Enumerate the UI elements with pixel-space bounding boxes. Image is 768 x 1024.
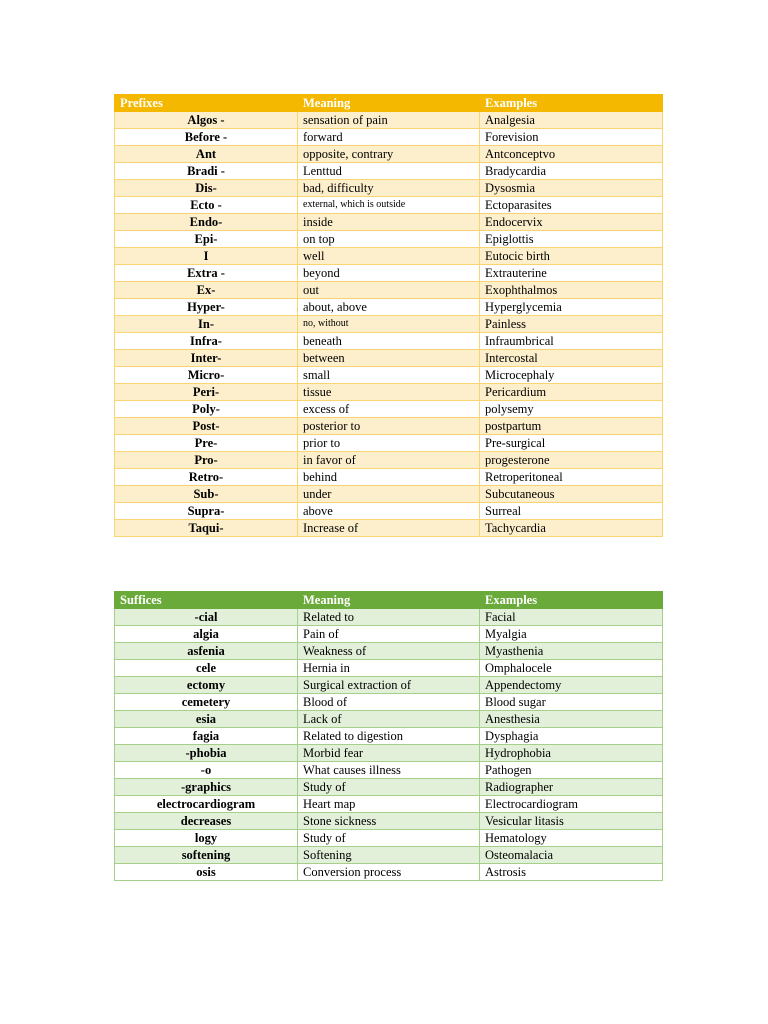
meaning-cell: Hernia in [298, 660, 480, 677]
meaning-column-header: Meaning [298, 95, 480, 112]
term-cell: fagia [115, 728, 298, 745]
table-row [115, 677, 663, 694]
meaning-cell: no, without [298, 316, 480, 333]
term-cell: softening [115, 847, 298, 864]
term-cell: esia [115, 711, 298, 728]
meaning-column-header: Meaning [298, 592, 480, 609]
meaning-cell: sensation of pain [298, 112, 480, 129]
example-cell: Myasthenia [480, 643, 663, 660]
example-cell: Antconceptvo [480, 146, 663, 163]
term-cell: Ex- [115, 282, 298, 299]
example-cell: Dysosmia [480, 180, 663, 197]
term-cell: Epi- [115, 231, 298, 248]
meaning-cell: Blood of [298, 694, 480, 711]
meaning-cell: Related to [298, 609, 480, 626]
term-cell: Endo- [115, 214, 298, 231]
example-cell: Omphalocele [480, 660, 663, 677]
term-cell: osis [115, 864, 298, 881]
term-cell: Before - [115, 129, 298, 146]
meaning-cell: inside [298, 214, 480, 231]
meaning-cell: Lenttud [298, 163, 480, 180]
table-row [115, 503, 663, 520]
table-row [115, 609, 663, 626]
table-row [115, 231, 663, 248]
table-row [115, 486, 663, 503]
meaning-cell: opposite, contrary [298, 146, 480, 163]
meaning-cell: prior to [298, 435, 480, 452]
example-cell: Extrauterine [480, 265, 663, 282]
meaning-cell: posterior to [298, 418, 480, 435]
term-cell: Retro- [115, 469, 298, 486]
example-cell: Pericardium [480, 384, 663, 401]
term-cell: cele [115, 660, 298, 677]
example-cell: Ectoparasites [480, 197, 663, 214]
meaning-cell: Surgical extraction of [298, 677, 480, 694]
term-cell: -phobia [115, 745, 298, 762]
table-row [115, 796, 663, 813]
example-cell: Osteomalacia [480, 847, 663, 864]
table-row [115, 367, 663, 384]
example-cell: Infraumbrical [480, 333, 663, 350]
example-cell: Analgesia [480, 112, 663, 129]
table-row [115, 643, 663, 660]
prefix-column-header: Prefixes [115, 95, 298, 112]
suffix-column-header: Suffices [115, 592, 298, 609]
example-cell: Myalgia [480, 626, 663, 643]
term-cell: algia [115, 626, 298, 643]
meaning-cell: Stone sickness [298, 813, 480, 830]
meaning-cell: well [298, 248, 480, 265]
meaning-cell: Weakness of [298, 643, 480, 660]
table-row [115, 745, 663, 762]
term-cell: asfenia [115, 643, 298, 660]
meaning-cell: Study of [298, 830, 480, 847]
term-cell: Infra- [115, 333, 298, 350]
table-row [115, 248, 663, 265]
term-cell: Algos - [115, 112, 298, 129]
term-cell: logy [115, 830, 298, 847]
example-cell: Exophthalmos [480, 282, 663, 299]
suffix-table [114, 591, 663, 881]
term-cell: Sub- [115, 486, 298, 503]
meaning-cell: beyond [298, 265, 480, 282]
meaning-cell: Study of [298, 779, 480, 796]
meaning-cell: beneath [298, 333, 480, 350]
term-cell: cemetery [115, 694, 298, 711]
table-row [115, 384, 663, 401]
table-row [115, 350, 663, 367]
example-cell: Astrosis [480, 864, 663, 881]
term-cell: Pre- [115, 435, 298, 452]
term-cell: Extra - [115, 265, 298, 282]
term-cell: I [115, 248, 298, 265]
table-row [115, 762, 663, 779]
meaning-cell: external, which is outside [298, 197, 480, 214]
meaning-cell: Heart map [298, 796, 480, 813]
prefix-table-body [115, 112, 663, 537]
examples-column-header: Examples [480, 95, 663, 112]
meaning-cell: in favor of [298, 452, 480, 469]
meaning-cell: above [298, 503, 480, 520]
term-cell: Dis- [115, 180, 298, 197]
meaning-cell: Related to digestion [298, 728, 480, 745]
meaning-cell: Increase of [298, 520, 480, 537]
example-cell: Blood sugar [480, 694, 663, 711]
term-cell: decreases [115, 813, 298, 830]
term-cell: Taqui- [115, 520, 298, 537]
table-row [115, 180, 663, 197]
example-cell: polysemy [480, 401, 663, 418]
table-row [115, 626, 663, 643]
table-row [115, 728, 663, 745]
table-row [115, 694, 663, 711]
term-cell: Poly- [115, 401, 298, 418]
example-cell: Hyperglycemia [480, 299, 663, 316]
example-cell: Electrocardiogram [480, 796, 663, 813]
example-cell: Intercostal [480, 350, 663, 367]
table-row [115, 435, 663, 452]
example-cell: Dysphagia [480, 728, 663, 745]
table-row [115, 864, 663, 881]
meaning-cell: out [298, 282, 480, 299]
table-row [115, 316, 663, 333]
meaning-cell: between [298, 350, 480, 367]
table-row [115, 282, 663, 299]
term-cell: electrocardiogram [115, 796, 298, 813]
example-cell: progesterone [480, 452, 663, 469]
term-cell: Hyper- [115, 299, 298, 316]
meaning-cell: bad, difficulty [298, 180, 480, 197]
term-cell: -o [115, 762, 298, 779]
table-row [115, 520, 663, 537]
example-cell: Pathogen [480, 762, 663, 779]
meaning-cell: Conversion process [298, 864, 480, 881]
meaning-cell: behind [298, 469, 480, 486]
term-cell: ectomy [115, 677, 298, 694]
example-cell: Radiographer [480, 779, 663, 796]
example-cell: Microcephaly [480, 367, 663, 384]
term-cell: Ecto - [115, 197, 298, 214]
term-cell: Bradi - [115, 163, 298, 180]
term-cell: Supra- [115, 503, 298, 520]
example-cell: Painless [480, 316, 663, 333]
table-row [115, 469, 663, 486]
example-cell: Pre-surgical [480, 435, 663, 452]
table-row [115, 660, 663, 677]
example-cell: Vesicular litasis [480, 813, 663, 830]
table-row [115, 401, 663, 418]
example-cell: Anesthesia [480, 711, 663, 728]
example-cell: Tachycardia [480, 520, 663, 537]
example-cell: Endocervix [480, 214, 663, 231]
meaning-cell: Lack of [298, 711, 480, 728]
term-cell: Post- [115, 418, 298, 435]
table-row [115, 813, 663, 830]
meaning-cell: Morbid fear [298, 745, 480, 762]
term-cell: -graphics [115, 779, 298, 796]
example-cell: Bradycardia [480, 163, 663, 180]
meaning-cell: about, above [298, 299, 480, 316]
example-cell: Hematology [480, 830, 663, 847]
example-cell: Retroperitoneal [480, 469, 663, 486]
example-cell: Subcutaneous [480, 486, 663, 503]
meaning-cell: What causes illness [298, 762, 480, 779]
table-row [115, 830, 663, 847]
term-cell: Peri- [115, 384, 298, 401]
meaning-cell: Pain of [298, 626, 480, 643]
term-cell: Micro- [115, 367, 298, 384]
meaning-cell: small [298, 367, 480, 384]
term-cell: -cial [115, 609, 298, 626]
prefix-table-header [115, 95, 663, 112]
table-row [115, 214, 663, 231]
table-row [115, 129, 663, 146]
table-row [115, 711, 663, 728]
table-row [115, 333, 663, 350]
table-row [115, 779, 663, 796]
example-cell: Hydrophobia [480, 745, 663, 762]
example-cell: Facial [480, 609, 663, 626]
example-cell: Appendectomy [480, 677, 663, 694]
meaning-cell: tissue [298, 384, 480, 401]
table-row [115, 265, 663, 282]
meaning-cell: excess of [298, 401, 480, 418]
meaning-cell: under [298, 486, 480, 503]
example-cell: postpartum [480, 418, 663, 435]
term-cell: Inter- [115, 350, 298, 367]
examples-column-header: Examples [480, 592, 663, 609]
table-row [115, 197, 663, 214]
table-row [115, 112, 663, 129]
example-cell: Forevision [480, 129, 663, 146]
example-cell: Eutocic birth [480, 248, 663, 265]
table-row [115, 163, 663, 180]
suffix-table-body [115, 609, 663, 881]
meaning-cell: on top [298, 231, 480, 248]
suffix-table-header [115, 592, 663, 609]
meaning-cell: Softening [298, 847, 480, 864]
table-row [115, 452, 663, 469]
term-cell: Pro- [115, 452, 298, 469]
term-cell: Ant [115, 146, 298, 163]
example-cell: Epiglottis [480, 231, 663, 248]
table-row [115, 146, 663, 163]
prefix-table [114, 94, 663, 537]
table-row [115, 299, 663, 316]
table-row [115, 847, 663, 864]
table-row [115, 418, 663, 435]
term-cell: In- [115, 316, 298, 333]
meaning-cell: forward [298, 129, 480, 146]
example-cell: Surreal [480, 503, 663, 520]
